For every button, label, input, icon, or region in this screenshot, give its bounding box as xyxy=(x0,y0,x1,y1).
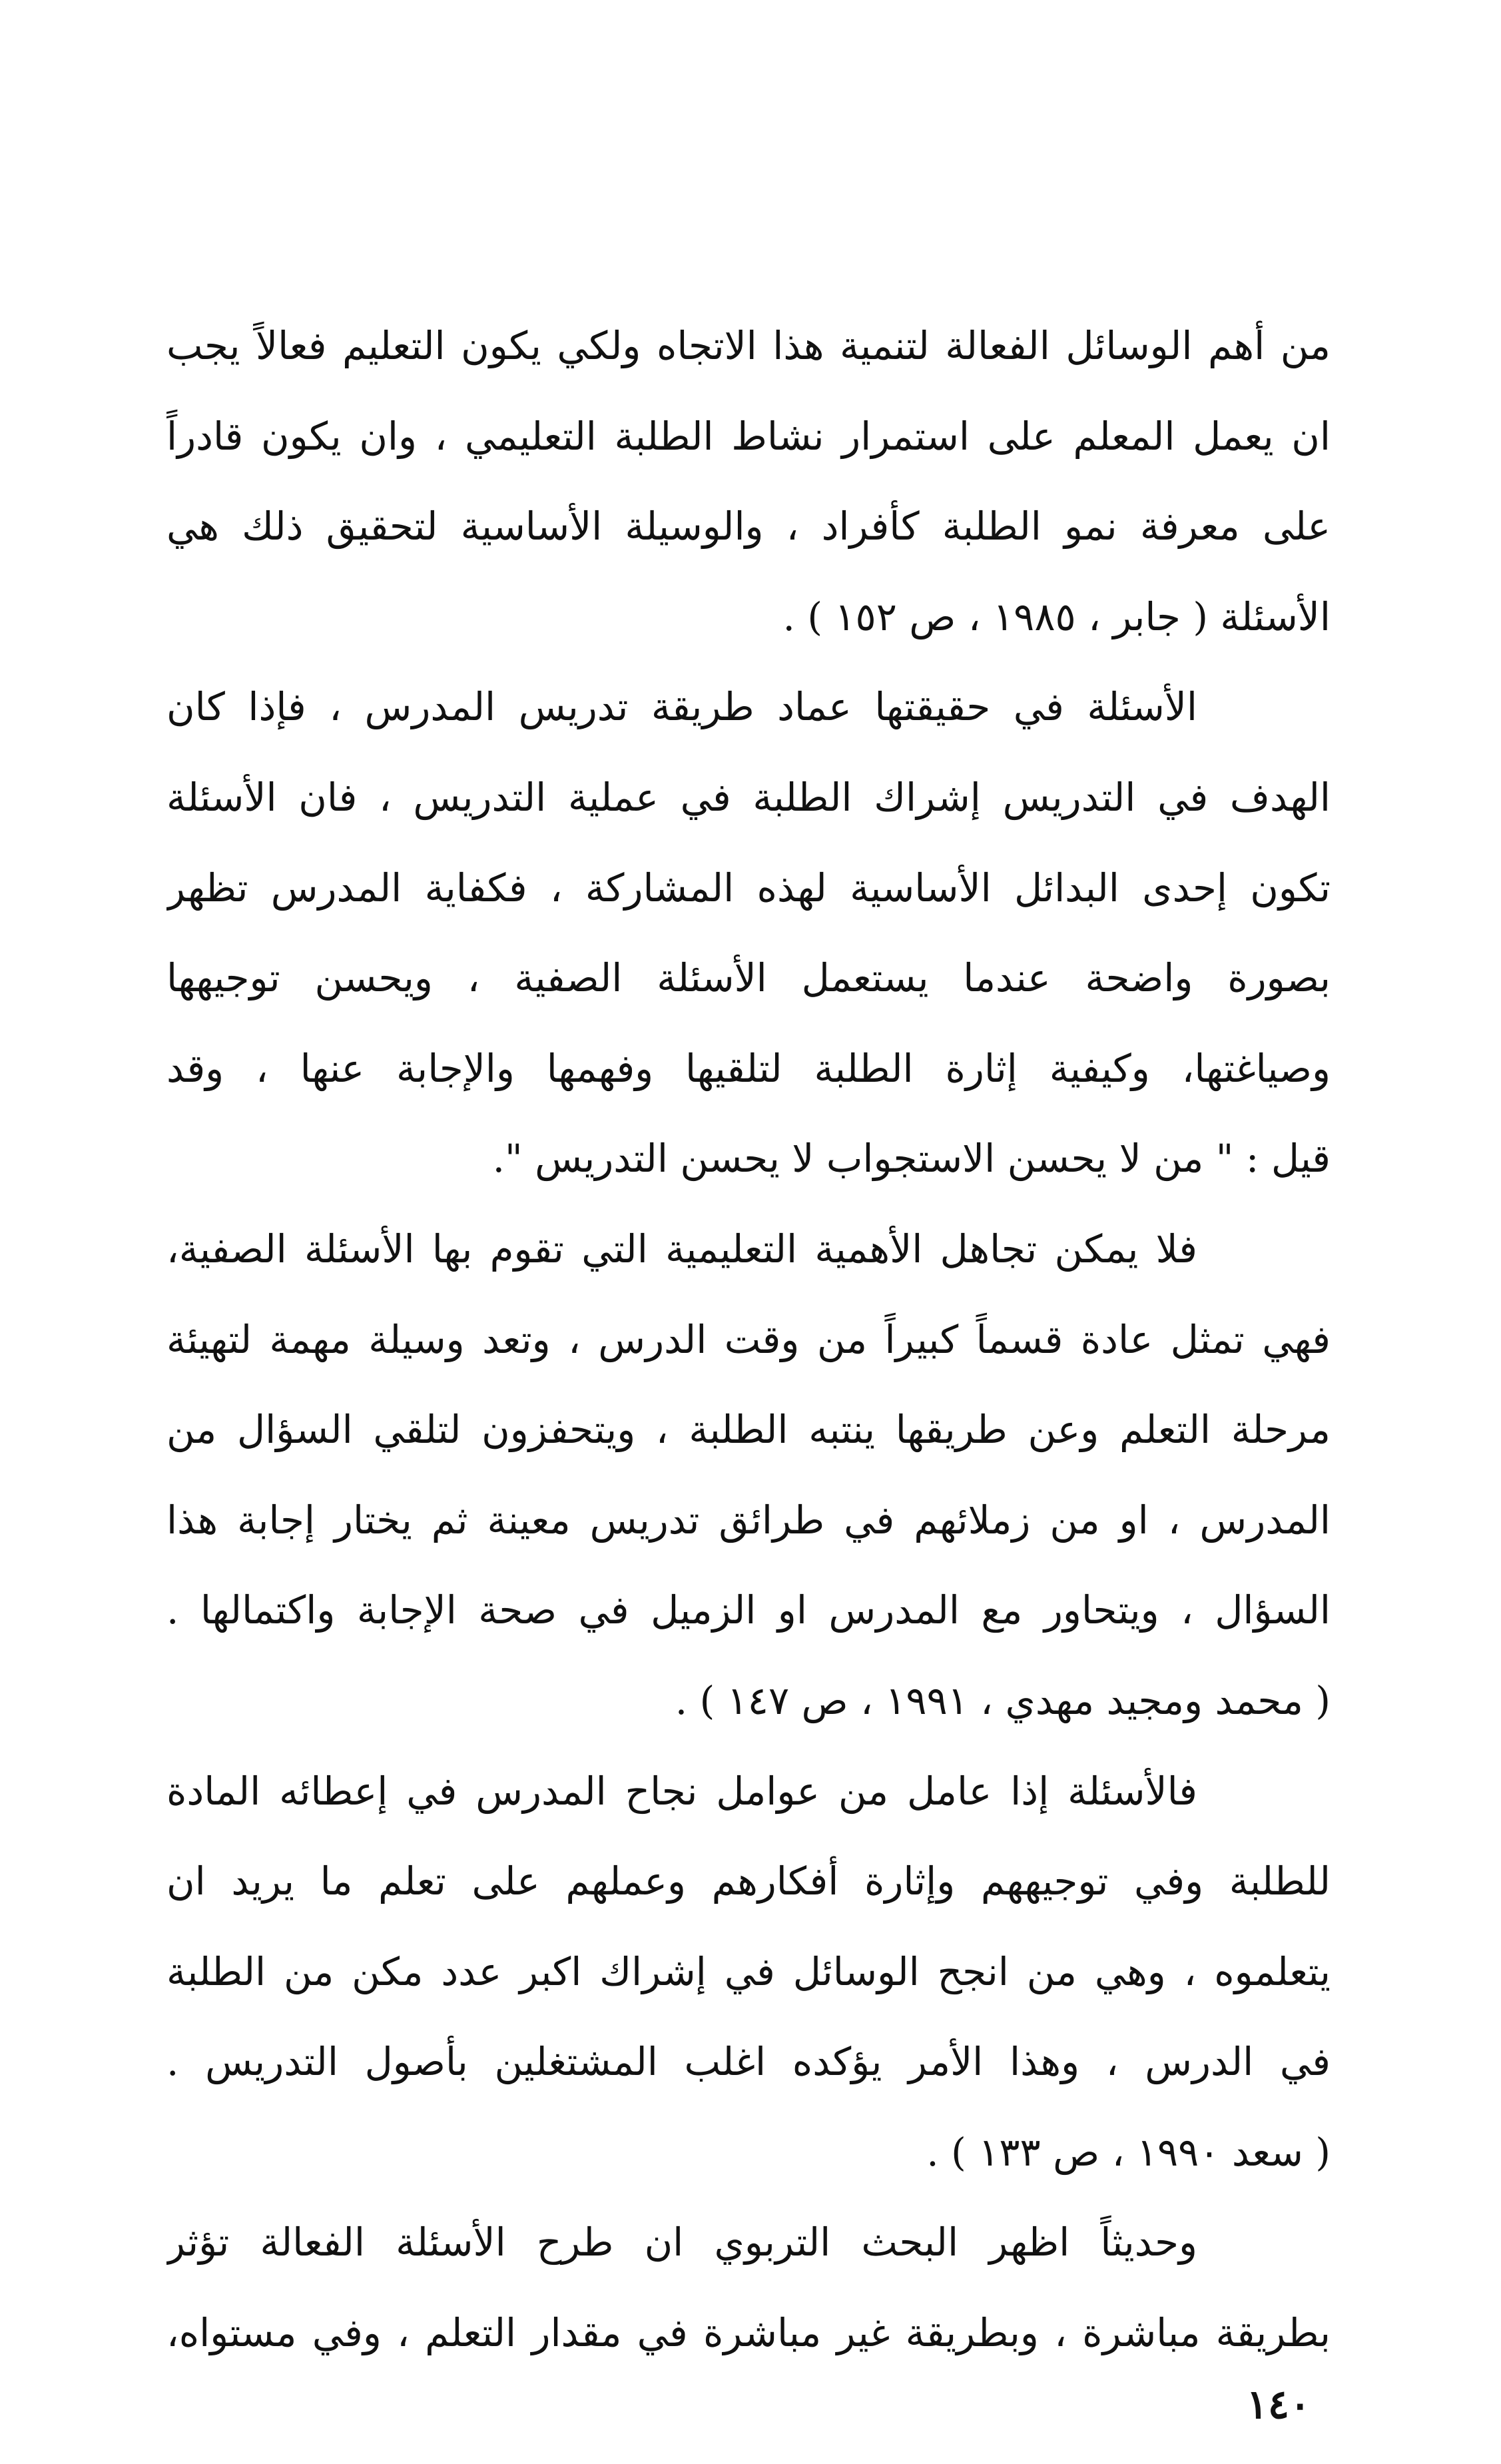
citation-line: الأسئلة ( جابر ، ١٩٨٥ ، ص ١٥٢ ) . xyxy=(782,594,1331,639)
text-line: من أهم الوسائل الفعالة لتنمية هذا الاتجاه ولكي يكون التعليم فعالاً يجب xyxy=(166,323,1331,368)
text-line: في الدرس ، وهذا الأمر يؤكده اغلب المشتغلين بأصول التدريس . xyxy=(166,2039,1331,2085)
citation-line: ( سعد ١٩٩٠ ، ص ١٣٣ ) . xyxy=(926,2129,1331,2175)
text-line: بطريقة مباشرة ، وبطريقة غير مباشرة في مقدار التعلم ، وفي مستواه، xyxy=(166,2310,1331,2356)
text-line: على معرفة نمو الطلبة كأفراد ، والوسيلة الأساسية لتحقيق ذلك هي xyxy=(166,504,1331,550)
text-line: مرحلة التعلم وعن طريقها ينتبه الطلبة ، ويتحفزون لتلقي السؤال من xyxy=(166,1407,1331,1453)
paragraph-first-line: فلا يمكن تجاهل الأهمية التعليمية التي تقوم بها الأسئلة الصفية، xyxy=(166,1226,1197,1272)
text-line: المدرس ، او من زملائهم في طرائق تدريس معينة ثم يختار إجابة هذا xyxy=(166,1497,1331,1543)
citation-line: ( محمد ومجيد مهدي ، ١٩٩١ ، ص ١٤٧ ) . xyxy=(675,1677,1331,1723)
paragraph-first-line: الأسئلة في حقيقتها عماد طريقة تدريس المدرس ، فإذا كان xyxy=(166,684,1197,730)
paragraph-first-line: فالأسئلة إذا عامل من عوامل نجاح المدرس في إعطائه المادة xyxy=(166,1768,1197,1814)
text-line: للطلبة وفي توجيههم وإثارة أفكارهم وعملهم على تعلم ما يريد ان xyxy=(166,1858,1331,1904)
paragraph-first-line: وحديثاً اظهر البحث التربوي ان طرح الأسئلة الفعالة تؤثر xyxy=(166,2220,1197,2265)
body-text xyxy=(166,301,1331,2379)
quote-line: قيل : " من لا يحسن الاستجواب لا يحسن التدريس ". xyxy=(492,1136,1331,1182)
text-line: ان يعمل المعلم على استمرار نشاط الطلبة التعليمي ، وان يكون قادراً xyxy=(166,413,1331,459)
text-line: الهدف في التدريس إشراك الطلبة في عملية التدريس ، فان الأسئلة xyxy=(166,774,1331,820)
text-line: يتعلموه ، وهي من انجح الوسائل في إشراك اكبر عدد مكن من الطلبة xyxy=(166,1948,1331,1994)
page-number: ١٤٠ xyxy=(1246,2381,1311,2428)
text-line: السؤال ، ويتحاور مع المدرس او الزميل في صحة الإجابة واكتمالها . xyxy=(166,1587,1331,1633)
text-line: وصياغتها، وكيفية إثارة الطلبة لتلقيها وفهمها والإجابة عنها ، وقد xyxy=(166,1045,1331,1091)
text-line: فهي تمثل عادة قسماً كبيراً من وقت الدرس ، وتعد وسيلة مهمة لتهيئة xyxy=(166,1316,1331,1362)
text-line: بصورة واضحة عندما يستعمل الأسئلة الصفية ، ويحسن توجيهها xyxy=(166,955,1331,1001)
text-line: تكون إحدى البدائل الأساسية لهذه المشاركة ، فكفاية المدرس تظهر xyxy=(166,865,1331,911)
